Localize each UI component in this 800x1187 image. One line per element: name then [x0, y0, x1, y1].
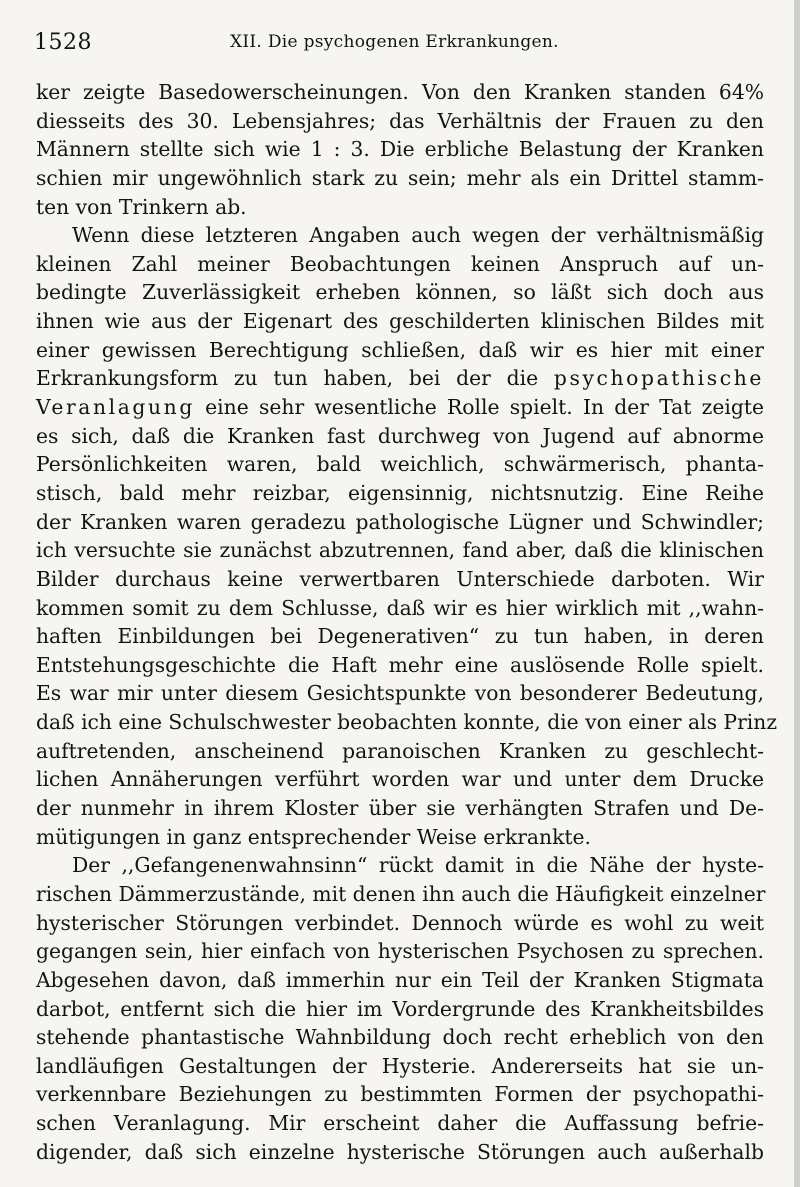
text-line: der nunmehr in ihrem Kloster über sie verhängten Strafen und De- [36, 796, 764, 821]
text-line: Entstehungsgeschichte die Haft mehr eine auslösende Rolle spielt. [36, 652, 764, 677]
text-line: Es war mir unter diesem Gesichtspunkte von besonderer Bedeutung, [36, 681, 764, 706]
text-line: Persönlichkeiten waren, bald weichlich, schwärmerisch, phanta- [36, 452, 764, 477]
text-line: ihnen wie aus der Eigenart des geschilderten klinischen Bildes mit [36, 309, 764, 334]
text-line: Veranlagung eine sehr wesentliche Rolle spielt. In der Tat zeigte [36, 395, 764, 420]
page-number: 1528 [34, 30, 92, 55]
text-line: einer gewissen Berechtigung schließen, daß wir es hier mit einer [36, 337, 764, 362]
text-line: ten von Trinkern ab. [36, 194, 247, 219]
text-line: kleinen Zahl meiner Beobachtungen keinen Anspruch auf un- [36, 251, 764, 276]
text-line: schen Veranlagung. Mir erscheint daher die Auffassung befrie- [36, 1111, 764, 1136]
text-line: ker zeigte Basedowerscheinungen. Von den Kranken standen 64% [36, 80, 764, 104]
text-line: darbot, entfernt sich die hier im Vordergrunde des Krankheitsbildes [36, 996, 764, 1021]
text-line: bedingte Zuverlässigkeit erheben können, so läßt sich doch aus [36, 280, 764, 305]
text-line: Der ,,Gefangenenwahnsinn“ rückt damit in die Nähe der hyste- [72, 853, 764, 878]
text-line: kommen somit zu dem Schlusse, daß wir es hier wirklich mit ,,wahn- [36, 595, 764, 620]
text-line: hysterischer Störungen verbindet. Dennoch würde es wohl zu weit [36, 910, 764, 935]
text-line: verkennbare Beziehungen zu bestimmten Formen der psychopathi- [36, 1082, 764, 1107]
text-line: schien mir ungewöhnlich stark zu sein; mehr als ein Drittel stamm- [36, 165, 764, 190]
text-line: stisch, bald mehr reizbar, eigensinnig, nichtsnutzig. Eine Reihe [36, 480, 764, 505]
text-line: der Kranken waren geradezu pathologische Lügner und Schwindler; [36, 509, 764, 534]
text-line: rischen Dämmerzustände, mit denen ihn auch die Häufigkeit einzelner [36, 881, 766, 906]
text-line: mütigungen in ganz entsprechender Weise erkrankte. [36, 824, 591, 849]
text-line: daß ich eine Schulschwester beobachten konnte, die von einer als Prinz [36, 710, 777, 735]
page-header [34, 30, 764, 60]
text-line: es sich, daß die Kranken fast durchweg von Jugend auf abnorme [36, 423, 764, 448]
text-line: lichen Annäherungen verführt worden war und unter dem Drucke [36, 767, 764, 792]
text-line: ich versuchte sie zunächst abzutrennen, fand aber, daß die klinischen [36, 538, 764, 563]
paragraph-2 [36, 221, 777, 851]
text-line: gegangen sein, hier einfach von hysterischen Psychosen zu sprechen. [36, 939, 764, 964]
text-line: digender, daß sich einzelne hysterische Störungen auch außerhalb [36, 1139, 764, 1164]
text-line: Erkrankungsform zu tun haben, bei der die psychopathische [36, 366, 764, 391]
text-line: landläufigen Gestaltungen der Hysterie. Andererseits hat sie un- [36, 1053, 764, 1078]
body-text [36, 78, 777, 1166]
text-line: Bilder durchaus keine verwertbaren Unterschiede darboten. Wir [36, 566, 764, 591]
text-line: stehende phantastische Wahnbildung doch recht erheblich von den [36, 1025, 764, 1050]
spaced-emphasis: psychopathische [553, 366, 764, 391]
text-line: haften Einbildungen bei Degenerativen“ zu tun haben, in deren [36, 624, 764, 649]
paragraph-1 [36, 78, 764, 221]
text-line: diesseits des 30. Lebensjahres; das Verhältnis der Frauen zu den [36, 108, 764, 133]
running-head: XII. Die psychogenen Erkrankungen. [230, 32, 559, 52]
page-edge [794, 0, 800, 1187]
text-line: auftretenden, anscheinend paranoischen Kranken zu geschlecht- [36, 738, 764, 763]
paragraph-3 [36, 851, 764, 1166]
text-line: Abgesehen davon, daß immerhin nur ein Teil der Kranken Stigmata [36, 967, 764, 992]
text-line: Männern stellte sich wie 1 : 3. Die erbliche Belastung der Kranken [36, 137, 764, 162]
spaced-emphasis: Veranlagung [36, 395, 195, 420]
text-line: Wenn diese letzteren Angaben auch wegen der verhältnismäßig [72, 223, 764, 248]
